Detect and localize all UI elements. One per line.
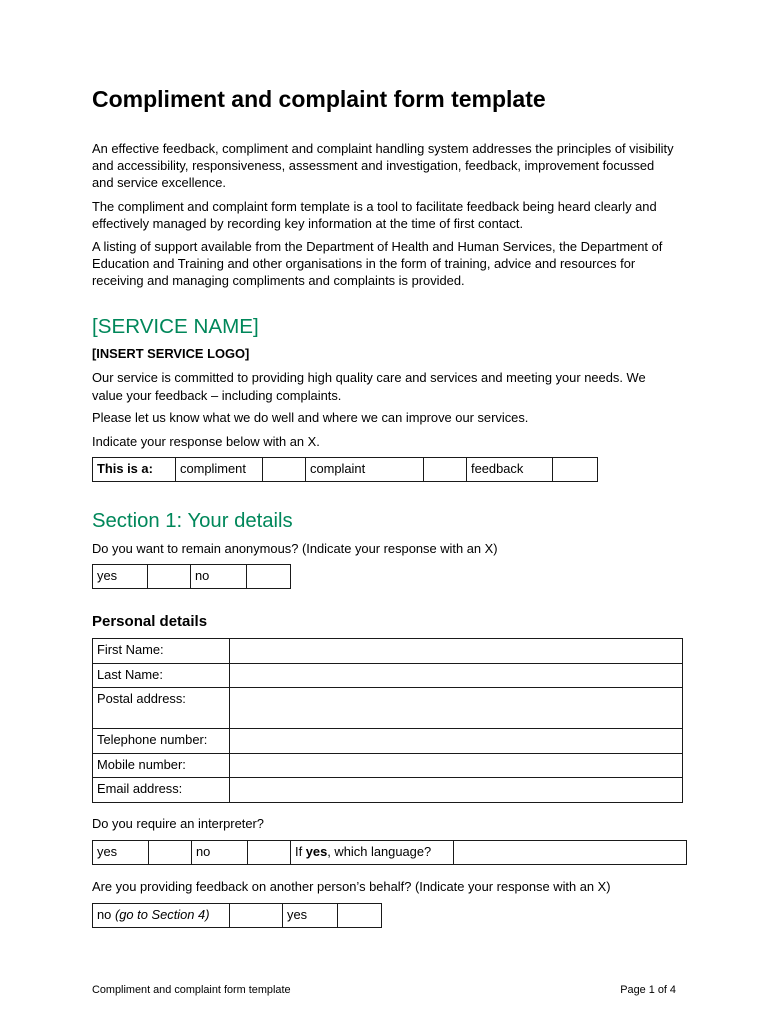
- behalf-no-note: (go to Section 4): [114, 907, 210, 923]
- table-row: [93, 904, 382, 928]
- option-complaint-response-cell: [424, 458, 467, 482]
- text-line: and service excellence.: [92, 175, 226, 191]
- field-value-email-address: [230, 778, 683, 803]
- footer-page-number: Page 1 of 4: [620, 984, 676, 996]
- behalf-table: [92, 903, 382, 928]
- intro-paragraph-3: [92, 238, 662, 290]
- table-row: [93, 841, 687, 865]
- personal-details-table: [92, 638, 683, 803]
- interpreter-no-response-cell: [248, 841, 291, 865]
- behalf-yes-label: yes: [283, 904, 338, 928]
- text-line: effectively managed by recording key information at the time of first contact.: [92, 215, 524, 231]
- personal-details-row: [93, 753, 683, 778]
- personal-details-row: [93, 688, 683, 729]
- personal-details-row: [93, 778, 683, 803]
- interpreter-no-label: no: [192, 841, 248, 865]
- interpreter-yes-label: yes: [93, 841, 149, 865]
- option-compliment-response-cell: [263, 458, 306, 482]
- behalf-no-text: no: [97, 907, 112, 923]
- field-value-first-name: [230, 639, 683, 664]
- anonymous-no-label: no: [191, 565, 247, 589]
- anonymous-response-table: [92, 564, 291, 589]
- response-instruction-text: Indicate your response below with an X.: [92, 434, 320, 450]
- field-value-postal-address: [230, 688, 683, 729]
- personal-details-row: [93, 639, 683, 664]
- page-footer: [92, 983, 676, 997]
- language-label-suffix: , which language?: [327, 844, 432, 860]
- text-line: A listing of support available from the Department of Health and Human Services, the Department of: [92, 238, 663, 254]
- footer-title: Compliment and complaint form template: [92, 984, 291, 996]
- field-value-last-name: [230, 663, 683, 688]
- field-value-mobile-number: [230, 753, 683, 778]
- behalf-question: Are you providing feedback on another person’s behalf? (Indicate your response with an X): [92, 879, 611, 895]
- service-commitment-text: [92, 369, 646, 404]
- interpreter-language-label: [291, 841, 454, 865]
- text-line: The compliment and complaint form template is a tool to facilitate feedback being heard clearly and: [92, 198, 657, 214]
- text-line: value your feedback – including complaints.: [92, 387, 342, 403]
- intro-paragraph-2: [92, 198, 657, 233]
- behalf-no-response-cell: [230, 904, 283, 928]
- feedback-invitation-text: Please let us know what we do well and where we can improve our services.: [92, 410, 529, 426]
- personal-details-heading: Personal details: [92, 613, 208, 631]
- field-label-first-name: First Name:: [93, 639, 230, 664]
- anonymous-yes-label: yes: [93, 565, 148, 589]
- field-value-telephone-number: [230, 729, 683, 754]
- anonymous-yes-response-cell: [148, 565, 191, 589]
- service-name-placeholder: [SERVICE NAME]: [92, 315, 259, 339]
- field-label-telephone-number: Telephone number:: [93, 729, 230, 754]
- document-title: Compliment and complaint form template: [92, 86, 546, 112]
- field-label-postal-address: Postal address:: [93, 688, 230, 729]
- service-logo-placeholder: [INSERT SERVICE LOGO]: [92, 346, 250, 362]
- text-line: An effective feedback, compliment and complaint handling system addresses the principles of visibility: [92, 140, 674, 156]
- language-label-emphasis: yes: [305, 844, 328, 860]
- table-row: [93, 565, 291, 589]
- response-type-table: [92, 457, 598, 482]
- option-compliment-label: compliment: [176, 458, 263, 482]
- option-feedback-label: feedback: [467, 458, 553, 482]
- response-type-label: This is a:: [93, 458, 176, 482]
- text-line: receiving and managing compliments and complaints is provided.: [92, 273, 465, 289]
- text-line: Education and Training and other organisations in the form of training, advice and resources for: [92, 255, 636, 271]
- anonymous-question: Do you want to remain anonymous? (Indicate your response with an X): [92, 541, 498, 557]
- table-row: [93, 458, 598, 482]
- field-label-last-name: Last Name:: [93, 663, 230, 688]
- behalf-yes-response-cell: [338, 904, 382, 928]
- language-label-prefix: If: [295, 844, 306, 860]
- interpreter-yes-response-cell: [149, 841, 192, 865]
- interpreter-language-response-cell: [454, 841, 687, 865]
- anonymous-no-response-cell: [247, 565, 291, 589]
- section-1-heading: Section 1: Your details: [92, 510, 293, 533]
- personal-details-row: [93, 729, 683, 754]
- personal-details-row: [93, 663, 683, 688]
- interpreter-table: [92, 840, 687, 865]
- interpreter-question: Do you require an interpreter?: [92, 816, 264, 832]
- intro-paragraph-1: [92, 140, 674, 192]
- text-line: and accessibility, responsiveness, assessment and investigation, feedback, improvement focussed: [92, 157, 655, 173]
- field-label-mobile-number: Mobile number:: [93, 753, 230, 778]
- behalf-no-label: [93, 904, 230, 928]
- field-label-email-address: Email address:: [93, 778, 230, 803]
- option-feedback-response-cell: [553, 458, 598, 482]
- option-complaint-label: complaint: [306, 458, 424, 482]
- text-line: Our service is committed to providing high quality care and services and meeting your needs. We: [92, 370, 646, 386]
